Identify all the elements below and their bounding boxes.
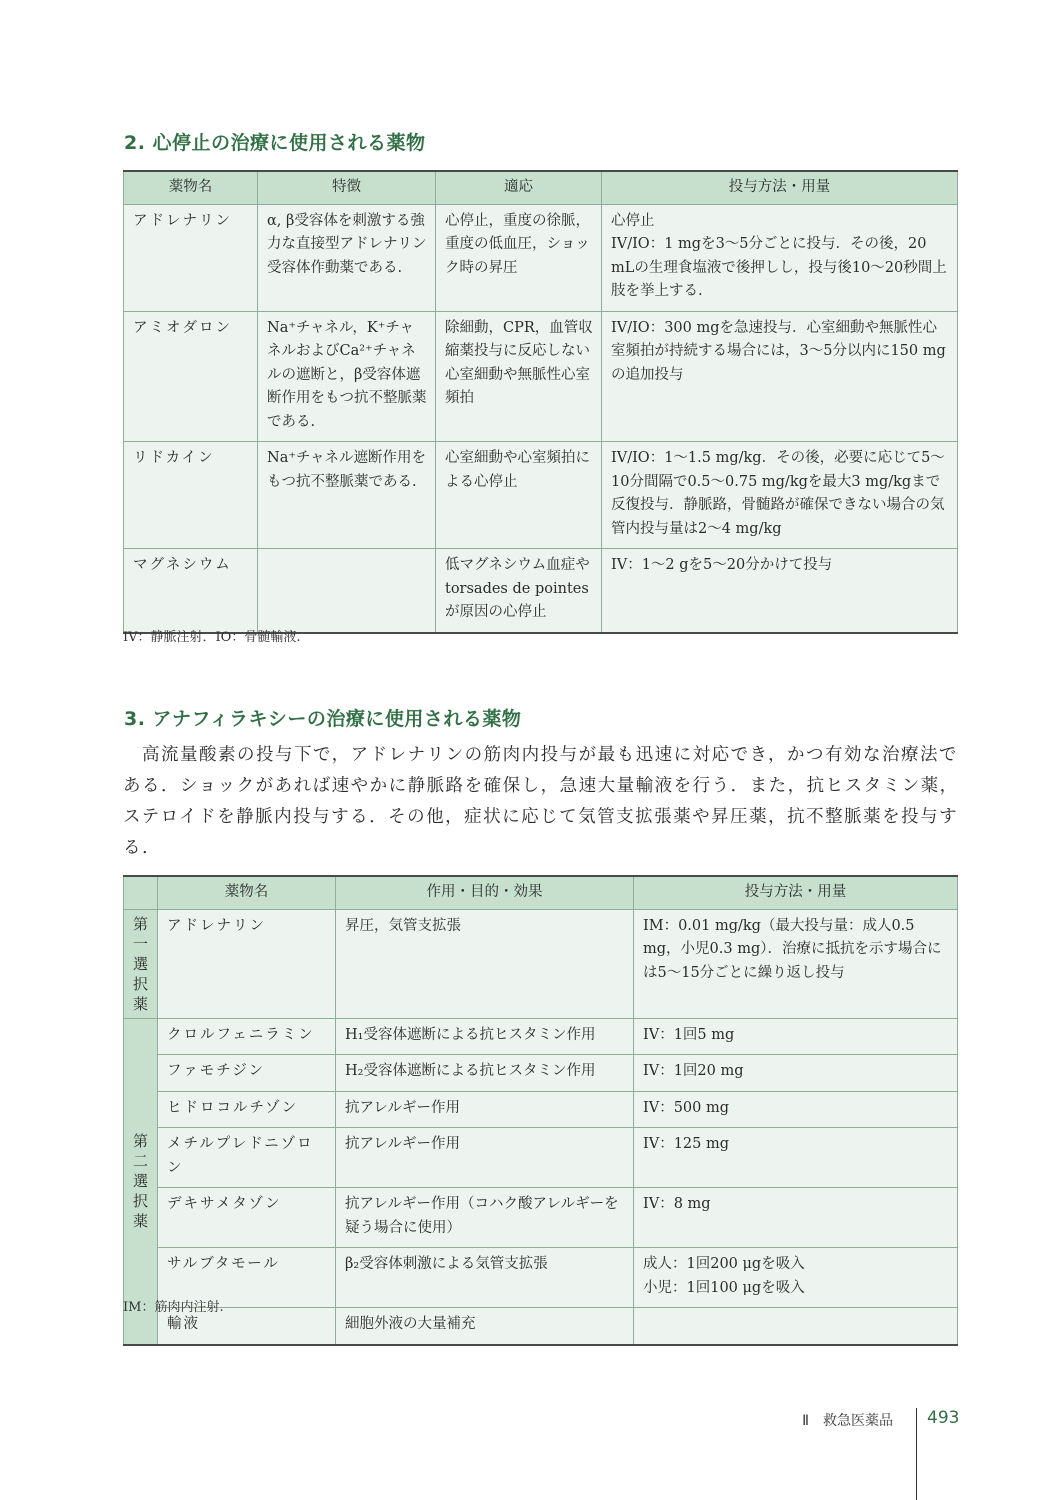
drug-name: アドレナリン xyxy=(158,909,336,1018)
drug-name: アドレナリン xyxy=(124,204,258,311)
table-row xyxy=(124,549,958,633)
dose-line: 成人：1回200 μgを吸入 xyxy=(643,1256,805,1272)
drug-name: ヒドロコルチゾン xyxy=(158,1091,336,1128)
drug-indication: 心停止，重度の徐脈，重度の低血圧，ショック時の昇圧 xyxy=(436,204,602,311)
table-row xyxy=(124,311,958,442)
column-header: 特徴 xyxy=(258,171,436,204)
drug-name: リドカイン xyxy=(124,442,258,549)
drug-name: デキサメタゾン xyxy=(158,1188,336,1248)
table-note: IV：静脈注射．IO：骨髄輸液. xyxy=(123,630,301,645)
drug-name: メチルプレドニゾロン xyxy=(158,1128,336,1188)
drug-name: ファモチジン xyxy=(158,1055,336,1092)
column-header: 薬物名 xyxy=(124,171,258,204)
drug-name: アミオダロン xyxy=(124,311,258,442)
drug-name: クロルフェニラミン xyxy=(158,1018,336,1055)
drug-dose: IV：500 mg xyxy=(634,1091,958,1128)
drug-effect: 細胞外液の大量補充 xyxy=(336,1308,634,1345)
column-header: 薬物名 xyxy=(158,876,336,909)
drug-dose: IM：0.01 mg/kg（最大投与量：成人0.5 mg，小児0.3 mg）．治療に抵抗を示す場合には5～15分ごとに繰り返し投与 xyxy=(634,909,958,1018)
page-number: 493 xyxy=(927,1408,960,1428)
drug-feature: Na⁺チャネル，K⁺チャネルおよびCa²⁺チャネルの遮断と，β受容体遮断作用をもつ抗不整脈薬である. xyxy=(258,311,436,442)
table-row xyxy=(124,1308,958,1345)
drug-effect: H₁受容体遮断による抗ヒスタミン作用 xyxy=(336,1018,634,1055)
drug-dose: IV：1回20 mg xyxy=(634,1055,958,1092)
drug-dose: IV：1回5 mg xyxy=(634,1018,958,1055)
table-header-row xyxy=(124,876,958,909)
drug-dose: IV/IO：1～1.5 mg/kg．その後，必要に応じて5～10分間隔で0.5～0.75 mg/kgを最大3 mg/kgまで反復投与．静脈路，骨髄路が確保できない場合の気管内投与量は2～4 mg/kg xyxy=(602,442,958,549)
table-row xyxy=(124,1091,958,1128)
category-text: 第一選択薬 xyxy=(132,914,148,1013)
drug-dose: IV：1～2 gを5～20分かけて投与 xyxy=(602,549,958,633)
drug-name: 輸液 xyxy=(158,1308,336,1345)
table-row xyxy=(124,1055,958,1092)
table-note: IM：筋肉内注射. xyxy=(123,1300,224,1315)
drug-effect: 抗アレルギー作用 xyxy=(336,1091,634,1128)
section2-title: 2. 心停止の治療に使用される薬物 xyxy=(124,132,426,154)
drug-effect: 昇圧，気管支拡張 xyxy=(336,909,634,1018)
drug-feature: Na⁺チャネル遮断作用をもつ抗不整脈薬である. xyxy=(258,442,436,549)
table-row xyxy=(124,909,958,1018)
column-header-blank xyxy=(124,876,158,909)
drug-name: マグネシウム xyxy=(124,549,258,633)
first-choice-label xyxy=(124,909,158,1018)
drug-effect: β₂受容体刺激による気管支拡張 xyxy=(336,1248,634,1308)
drug-dose: IV：8 mg xyxy=(634,1188,958,1248)
drug-effect: H₂受容体遮断による抗ヒスタミン作用 xyxy=(336,1055,634,1092)
table-row xyxy=(124,1128,958,1188)
table-header-row xyxy=(124,171,958,204)
drug-dose xyxy=(634,1248,958,1308)
drug-effect: 抗アレルギー作用 xyxy=(336,1128,634,1188)
drug-dose: IV/IO：300 mgを急速投与．心室細動や無脈性心室頻拍が持続する場合には，3～5分以内に150 mgの追加投与 xyxy=(602,311,958,442)
column-header: 作用・目的・効果 xyxy=(336,876,634,909)
chapter-label: Ⅱ 救急医薬品 xyxy=(802,1413,893,1429)
anaphylaxis-drug-table xyxy=(123,875,958,1346)
category-text: 第二選択薬 xyxy=(132,1132,148,1230)
footer-divider xyxy=(916,1408,917,1500)
drug-indication: 低マグネシウム血症やtorsades de pointesが原因の心停止 xyxy=(436,549,602,633)
drug-feature xyxy=(258,549,436,633)
drug-dose xyxy=(634,1308,958,1345)
drug-dose: IV：125 mg xyxy=(634,1128,958,1188)
drug-indication: 除細動，CPR，血管収縮薬投与に反応しない心室細動や無脈性心室頻拍 xyxy=(436,311,602,442)
table-row xyxy=(124,204,958,311)
table-row xyxy=(124,442,958,549)
drug-name: サルブタモール xyxy=(158,1248,336,1308)
drug-feature: α, β受容体を刺激する強力な直接型アドレナリン受容体作動薬である. xyxy=(258,204,436,311)
drug-dose xyxy=(602,204,958,311)
table-row xyxy=(124,1248,958,1308)
cardiac-arrest-drug-table xyxy=(123,170,958,634)
drug-indication: 心室細動や心室頻拍による心停止 xyxy=(436,442,602,549)
dose-line: 心停止 xyxy=(611,212,655,229)
column-header: 投与方法・用量 xyxy=(602,171,958,204)
table-row xyxy=(124,1188,958,1248)
dose-line: 小児：1回100 μgを吸入 xyxy=(643,1279,805,1296)
drug-effect: 抗アレルギー作用（コハク酸アレルギーを疑う場合に使用） xyxy=(336,1188,634,1248)
column-header: 適応 xyxy=(436,171,602,204)
table-row xyxy=(124,1018,958,1055)
column-header: 投与方法・用量 xyxy=(634,876,958,909)
dose-line: IV/IO：1 mgを3～5分ごとに投与．その後，20 mLの生理食塩液で後押しし，投与後10～20秒間上肢を挙上する. xyxy=(611,236,947,299)
body-paragraph: 高流量酸素の投与下で，アドレナリンの筋肉内投与が最も迅速に対応でき，かつ有効な治療法である．ショックがあれば速やかに静脈路を確保し，急速大量輸液を行う．また，抗ヒスタミン薬，ステロイドを静脈内投与する．その他，症状に応じて気管支拡張薬や昇圧薬，抗不整脈薬を投与する. xyxy=(123,745,959,858)
section3-title: 3. アナフィラキシーの治療に使用される薬物 xyxy=(124,708,522,730)
